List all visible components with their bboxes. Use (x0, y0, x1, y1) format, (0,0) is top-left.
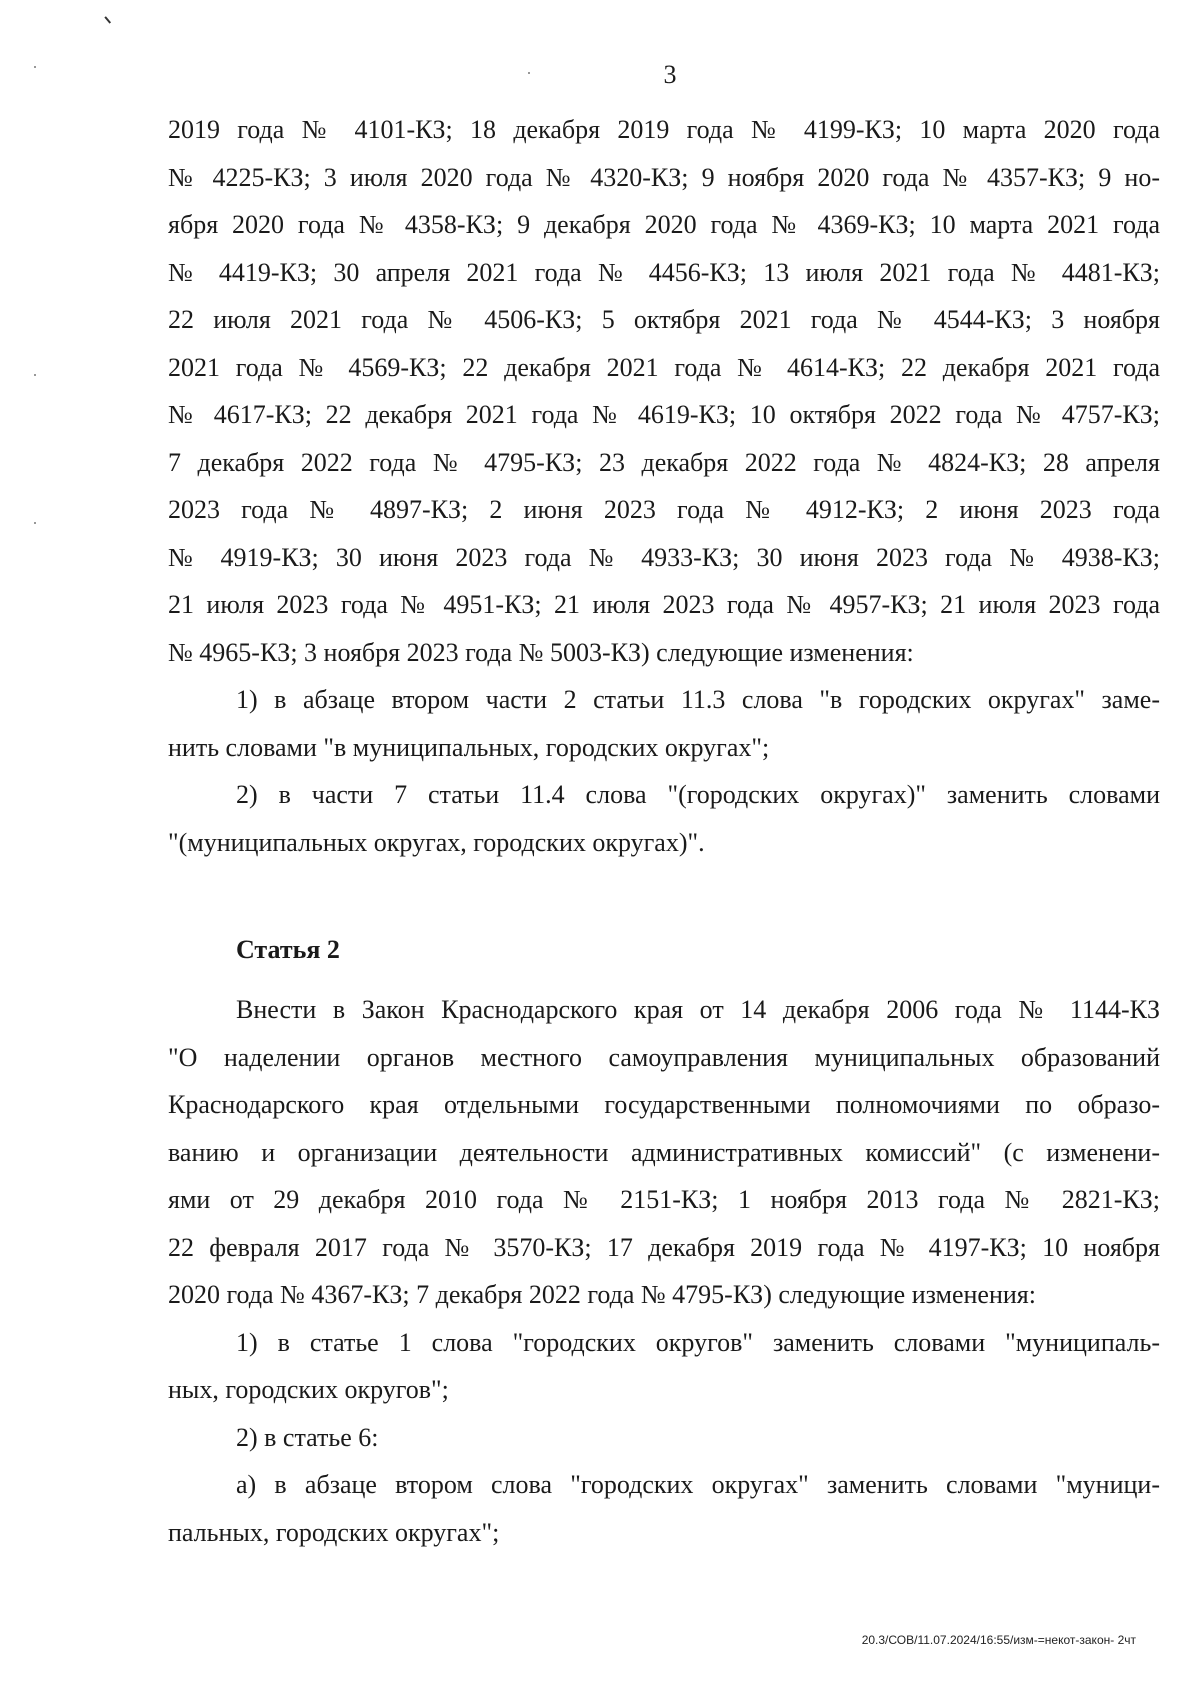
text-line: 22 июля 2021 года № 4506-КЗ; 5 октября 2021 года № 4544-КЗ; 3 ноября (168, 305, 1160, 334)
text-line: 7 декабря 2022 года № 4795-КЗ; 23 декабря 2022 года № 4824-КЗ; 28 апреля (168, 447, 1160, 477)
text-line: № 4419-КЗ; 30 апреля 2021 года № 4456-КЗ; 13 июля 2021 года № 4481-КЗ; (168, 257, 1160, 287)
amendment-item: нить словами "в муниципальных, городских округах"; (168, 732, 770, 762)
text-line: ября 2020 года № 4358-КЗ; 9 декабря 2020 года № 4369-КЗ; 10 марта 2021 года (168, 210, 1160, 239)
document-footer-code: 20.3/СОВ/11.07.2024/16:55/изм-=некот-закон- 2чт (861, 1633, 1136, 1647)
amendment-item: "(муниципальных округах, городских округах)". (168, 827, 705, 857)
text-line: 2020 года № 4367-КЗ; 7 декабря 2022 года № 4795-КЗ) следующие изменения: (168, 1280, 1036, 1309)
text-line: № 4617-КЗ; 22 декабря 2021 года № 4619-КЗ; 10 октября 2022 года № 4757-КЗ; (168, 400, 1160, 429)
text-line: № 4225-КЗ; 3 июля 2020 года № 4320-КЗ; 9 ноября 2020 года № 4357-КЗ; 9 но- (168, 162, 1160, 192)
amendment-item: 1) в статье 1 слова "городских округов" заменить словами "муниципаль- (236, 1327, 1160, 1357)
text-line: № 4965-КЗ; 3 ноября 2023 года № 5003-КЗ) следующие изменения: (168, 637, 914, 667)
text-line: 2023 года № 4897-КЗ; 2 июня 2023 года № 4912-КЗ; 2 июня 2023 года (168, 495, 1160, 524)
article1-paragraph (168, 106, 1160, 866)
page-number: 3 (663, 60, 677, 89)
text-line: Внести в Закон Краснодарского края от 14 декабря 2006 года № 1144-КЗ (236, 995, 1160, 1024)
amendment-subitem: пальных, городских округах"; (168, 1517, 500, 1547)
scan-mark (34, 522, 36, 524)
amendment-item: 1) в абзаце втором части 2 статьи 11.3 слова "в городских округах" заме- (236, 685, 1160, 714)
text-line: № 4919-КЗ; 30 июня 2023 года № 4933-КЗ; 30 июня 2023 года № 4938-КЗ; (168, 542, 1160, 572)
text-line: 21 июля 2023 года № 4951-КЗ; 21 июля 2023 года № 4957-КЗ; 21 июля 2023 года (168, 590, 1160, 619)
amendment-subitem: а) в абзаце втором слова "городских округах" заменить словами "муници- (236, 1470, 1160, 1499)
text-line: ями от 29 декабря 2010 года № 2151-КЗ; 1 ноября 2013 года № 2821-КЗ; (168, 1185, 1160, 1214)
text-line: 22 февраля 2017 года № 3570-КЗ; 17 декабря 2019 года № 4197-КЗ; 10 ноября (168, 1232, 1160, 1262)
text-line: ванию и организации деятельности административных комиссий" (с изменени- (168, 1137, 1160, 1167)
text-line: 2019 года № 4101-КЗ; 18 декабря 2019 года № 4199-КЗ; 10 марта 2020 года (168, 115, 1160, 144)
amendment-item: 2) в статье 6: (236, 1422, 379, 1452)
scan-mark (34, 374, 36, 376)
scan-mark (104, 12, 115, 23)
text-line: Краснодарского края отдельными государственными полномочиями по образо- (168, 1090, 1160, 1119)
amendment-item: 2) в части 7 статьи 11.4 слова "(городских округах)" заменить словами (236, 780, 1160, 809)
article-heading: Статья 2 (236, 935, 340, 964)
article2-paragraph (168, 986, 1160, 1556)
text-line: 2021 года № 4569-КЗ; 22 декабря 2021 года № 4614-КЗ; 22 декабря 2021 года (168, 352, 1160, 382)
amendment-item: ных, городских округов"; (168, 1375, 449, 1404)
text-line: "О наделении органов местного самоуправления муниципальных образований (168, 1042, 1160, 1072)
